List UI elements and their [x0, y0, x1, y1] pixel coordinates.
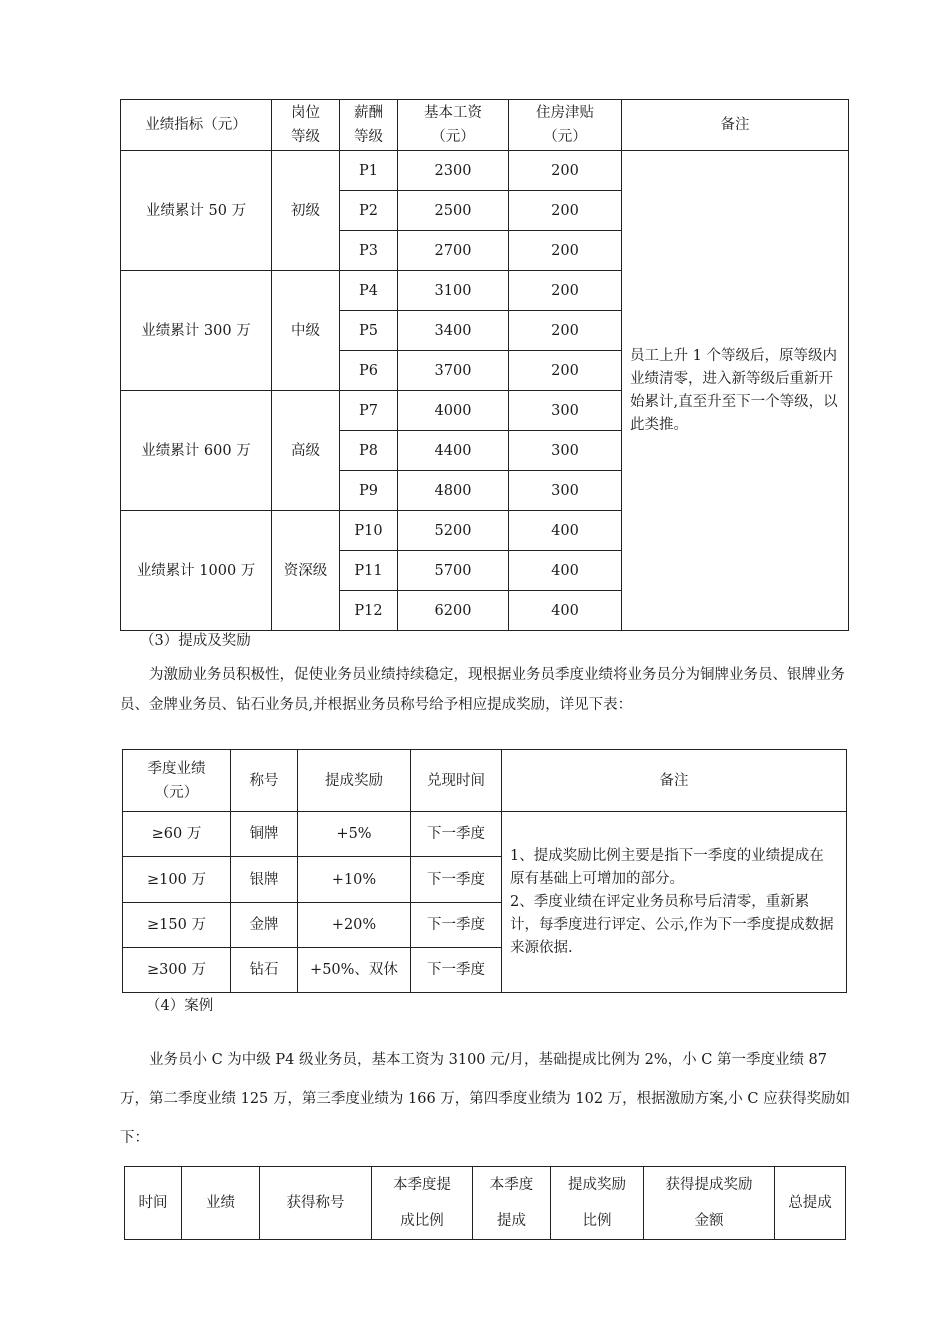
grade-cell: P2 — [340, 191, 398, 231]
grade-cell: P12 — [340, 591, 398, 631]
header-cell: 业绩 — [182, 1167, 260, 1240]
header-cell: 称号 — [231, 750, 298, 812]
salary-cell: 5700 — [398, 551, 509, 591]
target-cell: 业绩累计 600 万 — [121, 391, 272, 511]
salary-cell: 3100 — [398, 271, 509, 311]
table-row — [121, 151, 849, 191]
grade-cell: P5 — [340, 311, 398, 351]
note-line-1: 1、提成奖励比例主要是指下一季度的业绩提成在原有基础上可增加的部分。 — [510, 847, 824, 887]
allowance-cell: 400 — [509, 551, 622, 591]
note-line-2: 2、季度业绩在评定业务员称号后清零，重新累计，每季度进行评定、公示,作为下一季度提成数据来源依据. — [510, 893, 834, 956]
grade-cell: P10 — [340, 511, 398, 551]
allowance-cell: 200 — [509, 271, 622, 311]
allowance-cell: 400 — [509, 591, 622, 631]
allowance-cell: 200 — [509, 311, 622, 351]
salary-cell: 5200 — [398, 511, 509, 551]
header-cell: 兑现时间 — [411, 750, 502, 812]
award-cell: +50%、双休 — [298, 948, 411, 993]
performance-cell: ≥60 万 — [123, 812, 231, 857]
header-cell: 备注 — [502, 750, 847, 812]
payout-cell: 下一季度 — [411, 857, 502, 903]
note-cell: 员工上升 1 个等级后，原等级内业绩清零，进入新等级后重新开始累计,直至升至下一个等级，以此类推。 — [622, 151, 849, 631]
header-cell — [340, 100, 398, 151]
performance-cell: ≥300 万 — [123, 948, 231, 993]
header-cell: 总提成 — [775, 1167, 846, 1240]
performance-cell: ≥100 万 — [123, 857, 231, 903]
title-cell: 铜牌 — [231, 812, 298, 857]
table-header-row — [121, 100, 849, 151]
allowance-cell: 200 — [509, 191, 622, 231]
header-cell-text: 岗位 等级 — [291, 105, 320, 145]
level-cell: 初级 — [272, 151, 340, 271]
header-cell — [644, 1167, 775, 1240]
level-cell: 高级 — [272, 391, 340, 511]
target-cell: 业绩累计 1000 万 — [121, 511, 272, 631]
grade-cell: P9 — [340, 471, 398, 511]
header-cell — [551, 1167, 644, 1240]
header-cell — [272, 100, 340, 151]
salary-cell: 3700 — [398, 351, 509, 391]
payout-cell: 下一季度 — [411, 948, 502, 993]
salary-cell: 3400 — [398, 311, 509, 351]
header-cell: 时间 — [125, 1167, 182, 1240]
table-header-row — [125, 1167, 846, 1240]
title-cell: 钻石 — [231, 948, 298, 993]
allowance-cell: 400 — [509, 511, 622, 551]
allowance-cell: 200 — [509, 351, 622, 391]
target-cell: 业绩累计 300 万 — [121, 271, 272, 391]
award-cell: +5% — [298, 812, 411, 857]
award-cell: +10% — [298, 857, 411, 903]
table-header-row — [123, 750, 847, 812]
title-cell: 银牌 — [231, 857, 298, 903]
target-cell: 业绩累计 50 万 — [121, 151, 272, 271]
section-heading: （3）提成及奖励 — [140, 633, 251, 649]
grade-cell: P6 — [340, 351, 398, 391]
salary-grade-table — [120, 99, 849, 631]
header-cell — [372, 1167, 473, 1240]
award-cell: +20% — [298, 903, 411, 948]
paragraph: 为激励业务员积极性，促使业务员业绩持续稳定，现根据业务员季度业绩将业务员分为铜牌业务员、银牌业务员、金牌业务员、钻石业务员,并根据业务员称号给予相应提成奖励，详见下表： — [120, 667, 845, 713]
grade-cell: P8 — [340, 431, 398, 471]
grade-cell: P3 — [340, 231, 398, 271]
header-cell — [509, 100, 622, 151]
header-cell-text: 住房津贴 （元） — [536, 105, 594, 145]
grade-cell: P1 — [340, 151, 398, 191]
header-cell — [398, 100, 509, 151]
allowance-cell: 300 — [509, 471, 622, 511]
header-cell — [473, 1167, 551, 1240]
grade-cell: P7 — [340, 391, 398, 431]
header-cell-text: 提成奖励 比例 — [568, 1177, 626, 1229]
paragraph: 业务员小 C 为中级 P4 级业务员，基本工资为 3100 元/月，基础提成比例为 2%，小 C 第一季度业绩 87 万，第二季度业绩 125 万，第三季度业绩为 166 万，第四季度业绩为 102 万，根据激励方案,小 C 应获得奖励如下： — [120, 1052, 851, 1146]
salary-cell: 2700 — [398, 231, 509, 271]
grade-cell: P11 — [340, 551, 398, 591]
header-cell: 提成奖励 — [298, 750, 411, 812]
title-cell: 金牌 — [231, 903, 298, 948]
header-cell: 获得称号 — [260, 1167, 372, 1240]
salary-cell: 4000 — [398, 391, 509, 431]
salary-cell: 4800 — [398, 471, 509, 511]
allowance-cell: 300 — [509, 391, 622, 431]
note-cell — [502, 812, 847, 993]
performance-cell: ≥150 万 — [123, 903, 231, 948]
header-cell — [123, 750, 231, 812]
header-cell-text: 季度业绩 （元） — [147, 760, 206, 801]
header-cell: 备注 — [622, 100, 849, 151]
grade-cell: P4 — [340, 271, 398, 311]
allowance-cell: 200 — [509, 151, 622, 191]
salary-cell: 4400 — [398, 431, 509, 471]
allowance-cell: 300 — [509, 431, 622, 471]
level-cell: 中级 — [272, 271, 340, 391]
payout-cell: 下一季度 — [411, 812, 502, 857]
header-cell-text: 本季度 提成 — [489, 1177, 534, 1229]
salary-cell: 6200 — [398, 591, 509, 631]
section-heading: （4）案例 — [146, 998, 214, 1014]
header-cell-text: 基本工资 （元） — [424, 105, 482, 145]
level-cell: 资深级 — [272, 511, 340, 631]
allowance-cell: 200 — [509, 231, 622, 271]
header-cell: 业绩指标（元） — [121, 100, 272, 151]
header-cell-text: 本季度提 成比例 — [393, 1177, 451, 1229]
payout-cell: 下一季度 — [411, 903, 502, 948]
table-row — [123, 812, 847, 857]
salary-cell: 2500 — [398, 191, 509, 231]
case-table — [124, 1166, 846, 1240]
award-table — [122, 749, 847, 993]
salary-cell: 2300 — [398, 151, 509, 191]
header-cell-text: 薪酬 等级 — [354, 105, 383, 145]
header-cell-text: 获得提成奖励 金额 — [665, 1177, 753, 1229]
